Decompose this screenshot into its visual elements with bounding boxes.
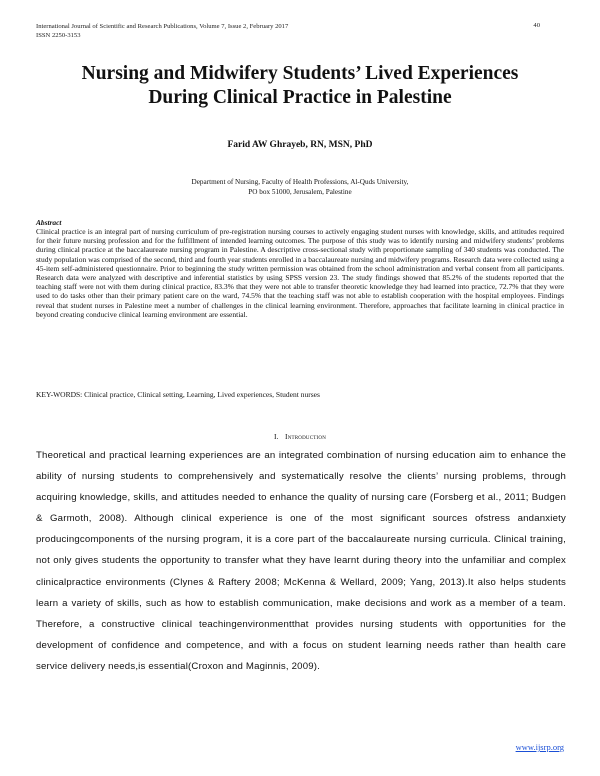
paper-title — [30, 62, 570, 110]
introduction-paragraph: Theoretical and practical learning experiences are an integrated combination of nursing education aim to enhance the ability of nursing students to comprehensively and systematically resolve the clients’ nursing problems, through acquiring knowledge, skills, and attitudes needed to enhance the quality of nursing care (Forsberg et al., 2011; Budgen & Garmoth, 2008). Although clinical experience is one of the most significant sources ofstress andanxiety producingcomponents of the nursing program, it is a core part of the baccalaureate nursing curricula. Clinical training, not only gives students the opportunity to transfer what they have learnt during theory into the unfamiliar and complex clinicalpractice environments (Clynes & Raftery 2008; McKenna & Wellard, 2009; Yang, 2013).It also helps students learn a variety of skills, such as how to establish communication, make decisions and work as a member of a team. Therefore, a constructive clinical teachingenvironmentthat provides nursing students with opportunities for the development of confidence and competence, and with a focus on student learning needs rather than health care service delivery needs,is essential(Croxon and Maginnis, 2009). — [36, 450, 566, 672]
page-number: 40 — [533, 22, 540, 29]
issn-line: ISSN 2250-3153 — [36, 32, 81, 39]
abstract-heading: Abstract — [36, 218, 62, 227]
section-title: Introduction — [285, 432, 327, 441]
title-line-1: Nursing and Midwifery Students’ Lived Experiences — [81, 63, 519, 84]
section-number: I. — [273, 432, 279, 441]
affiliation — [30, 177, 570, 197]
keywords: KEY-WORDS: Clinical practice, Clinical setting, Learning, Lived experiences, Student nurses — [36, 390, 320, 399]
title-line-2: During Clinical Practice in Palestine — [148, 87, 452, 108]
affiliation-line-1: Department of Nursing, Faculty of Health Professions, Al-Quds University, — [191, 178, 409, 186]
journal-line: International Journal of Scientific and Research Publications, Volume 7, Issue 2, February 2017 — [36, 23, 289, 30]
running-header — [36, 22, 288, 40]
section-heading — [30, 432, 570, 441]
author: Farid AW Ghrayeb, RN, MSN, PhD — [227, 140, 373, 150]
journal-website-link[interactable]: www.ijsrp.org — [515, 742, 564, 752]
abstract-body: Clinical practice is an integral part of nursing curriculum of pre-registration nursing courses to actively engaging student nurses with knowledge, skills, and attitudes required for their future nursing profession and for the fulfillment of intended learning outcomes. The purpose of this study was to identify nursing and midwifery students’ problems during clinical practice at the baccalaureate nursing program in Palestine. A descriptive cross-sectional study with proportionate sampling of 340 students was conducted. The study population was comprised of the second, third and fourth year students enrolled in a baccalaureate nursing and midwifery programs. Research data were collected using a 45-item self-administered questionnaire. Prior to beginning the study written permission was obtained from the school administration and verbal consent from all participants. Research data were analyzed with descriptive and inferential statistics by using SPSS version 23. The study findings showed that 85.2% of the students reported that the teaching staff were not with them during clinical practice, 83.3% that they were not able to transfer theoretic knowledge they had learned into practice, 72.7% that they were used to do tasks other than their primary patient care on the ward, 74.5% that the teaching staff was not able to establish cooperation with the hospital employees. Findings reveal that student nurses in Palestine meet a number of challenges in the clinical learning environment. Therefore, approaches that facilitate learning in clinical practice in beyond creating conducive clinical learning environment are essential. — [36, 227, 564, 319]
affiliation-line-2: PO box 51000, Jerusalem, Palestine — [248, 188, 352, 196]
